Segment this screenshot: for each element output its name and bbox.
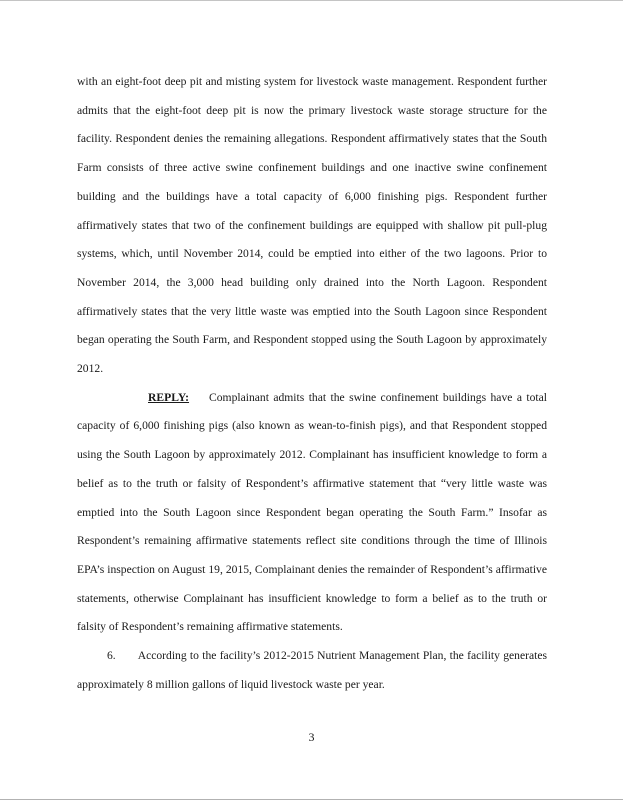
reply-text: Complainant admits that the swine confinement buildings have a total capacity of 6,000 finishing pigs (also known as wean-to-finish pigs), and that Respondent stopped using the South Lagoon by approximately 2012. Complainant has insufficient knowledge to form a belief as to the truth or falsity of Respondent’s affirmative statement that “very little waste was emptied into the South Lagoon since Respondent began operating the South Farm.” Insofar as Respondent’s remaining affirmative statements reflect site conditions through the time of Illinois EPA’s inspection on August 19, 2015, Complainant denies the remainder of Respondent’s affirmative statements, otherwise Complainant has insufficient knowledge to form a belief as to the truth or falsity of Respondent’s remaining affirmative statements. (77, 390, 547, 634)
continuation-paragraph: with an eight-foot deep pit and misting system for livestock waste management. Respondent further admits that the eight-foot deep pit is now the primary livestock waste storage structure for the facility. Respondent denies the remaining allegations. Respondent affirmatively states that the South Farm consists of three active swine confinement buildings and one inactive swine confinement building and the buildings have a total capacity of 6,000 finishing pigs. Respondent further affirmatively states that two of the confinement buildings are equipped with shallow pit pull-plug systems, which, until November 2014, could be emptied into either of the two lagoons. Prior to November 2014, the 3,000 head building only drained into the North Lagoon. Respondent affirmatively states that the very little waste was emptied into the South Lagoon since Respondent began operating the South Farm, and Respondent stopped using the South Lagoon by approximately 2012. (77, 75, 547, 376)
page-top-edge (0, 0, 623, 3)
paragraph-6-text: According to the facility’s 2012-2015 Nutrient Management Plan, the facility generates approximately 8 million gallons of liquid livestock waste per year. (77, 649, 547, 691)
paragraph-6 (77, 642, 547, 699)
paragraph-number: 6. (107, 649, 116, 663)
reply-paragraph (77, 384, 547, 642)
reply-label: REPLY: (148, 390, 190, 404)
page-number: 3 (308, 730, 315, 744)
document-body (77, 68, 547, 699)
